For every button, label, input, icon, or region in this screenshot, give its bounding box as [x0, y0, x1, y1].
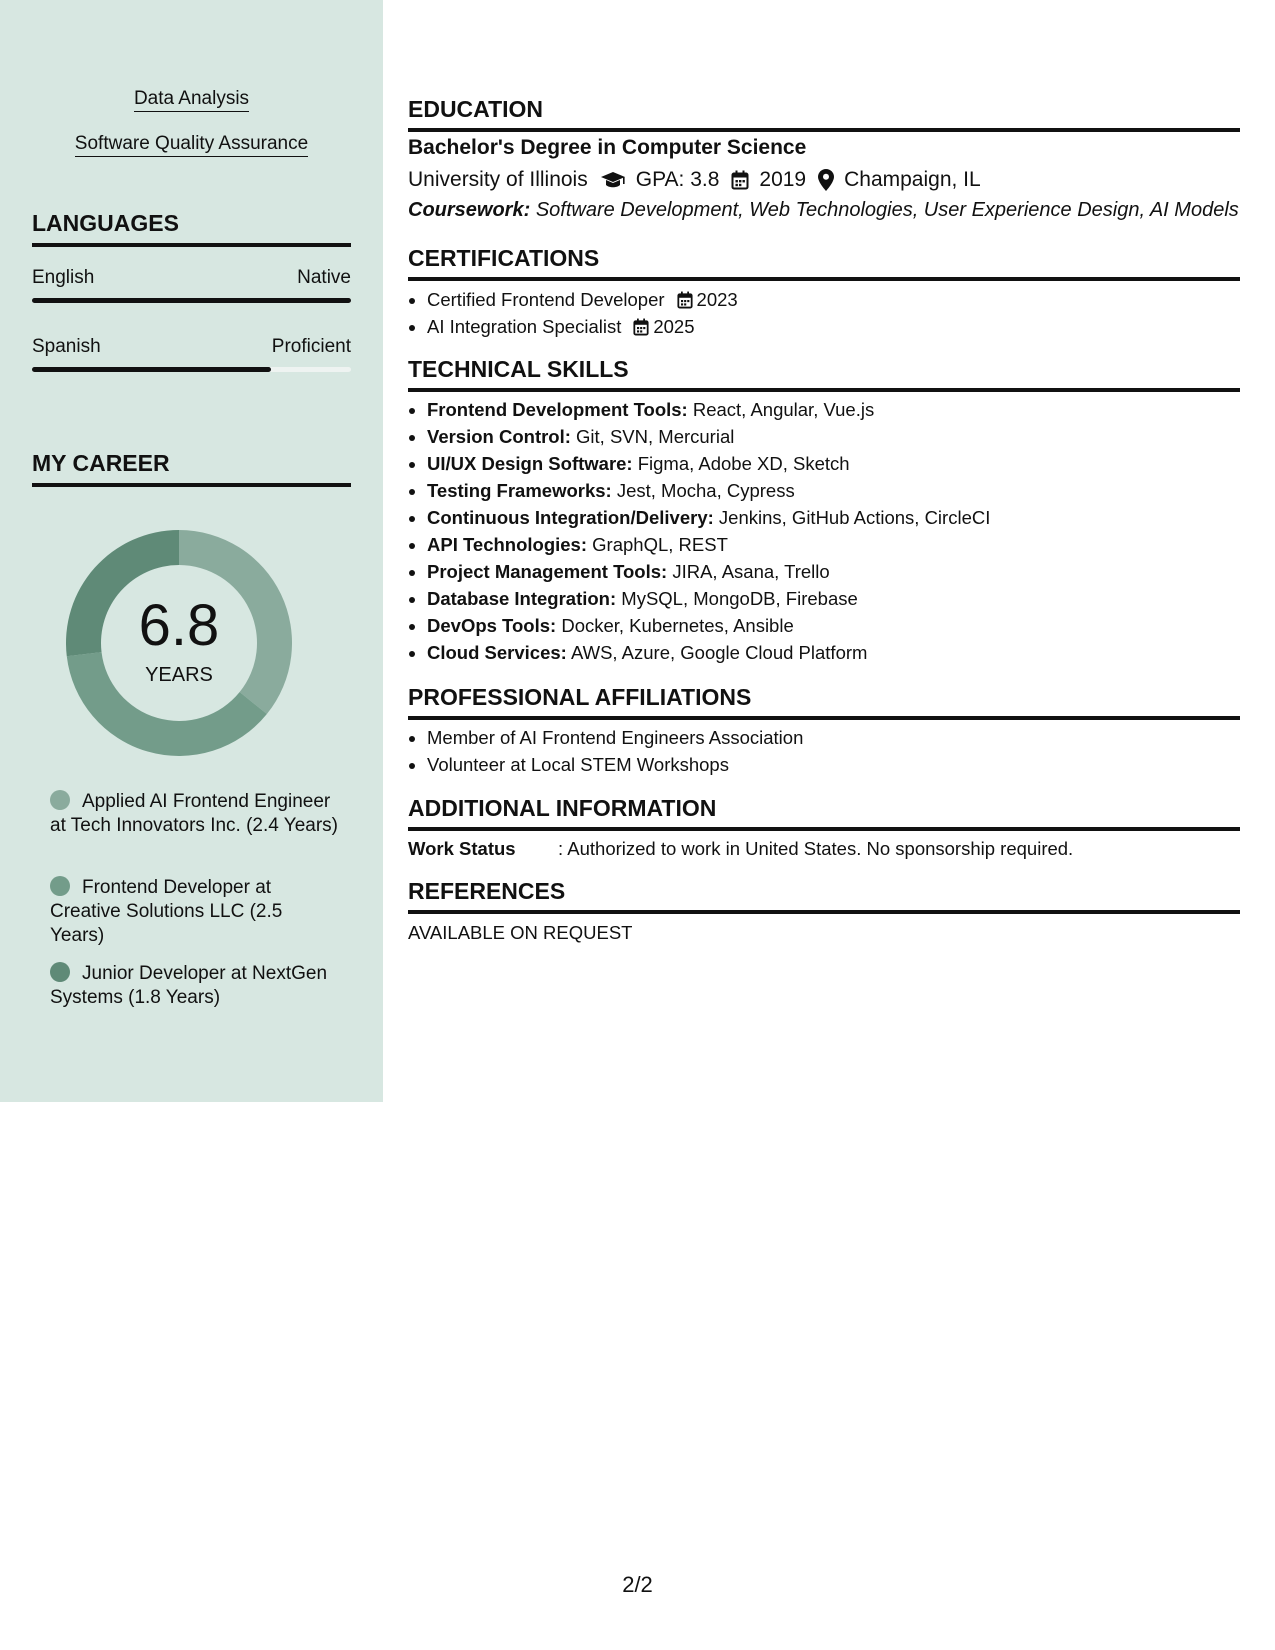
- degree-title: Bachelor's Degree in Computer Science: [408, 136, 807, 159]
- list-item: • Frontend Development Tools: React, Angular, Vue.js: [427, 396, 990, 423]
- calendar-icon: [677, 291, 693, 309]
- legend-dot-icon: [50, 962, 70, 982]
- affiliations-heading: PROFESSIONAL AFFILIATIONS: [408, 684, 1240, 720]
- language-bar-fill: [32, 367, 271, 372]
- language-bar: [32, 298, 351, 303]
- list-item: • Volunteer at Local STEM Workshops: [427, 751, 803, 778]
- list-item: • Continuous Integration/Delivery: Jenkins, GitHub Actions, CircleCI: [427, 504, 990, 531]
- certification-year: 2025: [653, 316, 695, 337]
- coursework: [408, 199, 1239, 222]
- list-item: • UI/UX Design Software: Figma, Adobe XD, Sketch: [427, 450, 990, 477]
- references-text: AVAILABLE ON REQUEST: [408, 922, 633, 943]
- list-item: • DevOps Tools: Docker, Kubernetes, Ansible: [427, 612, 990, 639]
- career-donut: [66, 530, 292, 756]
- location: Champaign, IL: [844, 168, 981, 191]
- career-item: Junior Developer at NextGen Systems (1.8 Years): [50, 963, 328, 1008]
- skill-tag: Data Analysis: [0, 88, 383, 110]
- work-status-label: Work Status: [408, 838, 516, 859]
- legend-dot-icon: [50, 876, 70, 896]
- language-level: Proficient: [271, 336, 351, 357]
- references-heading: REFERENCES: [408, 878, 1240, 914]
- list-item: • Cloud Services: AWS, Azure, Google Cloud Platform: [427, 639, 990, 666]
- certifications-list: [408, 286, 738, 340]
- page-number: 2/2: [622, 1572, 653, 1597]
- calendar-icon: [633, 318, 649, 336]
- list-item: • API Technologies: GraphQL, REST: [427, 531, 990, 558]
- career-item: Frontend Developer at Creative Solutions LLC (2.5 Years): [50, 877, 283, 946]
- affiliations-list: [408, 724, 803, 778]
- education-heading: EDUCATION: [408, 96, 1240, 132]
- graduation-year: 2019: [759, 168, 807, 191]
- career-total-unit: YEARS: [145, 664, 213, 686]
- certification-year: 2023: [696, 289, 738, 310]
- career-total-years: 6.8: [138, 593, 220, 658]
- graduation-cap-icon: [600, 171, 626, 189]
- technical-skills-list: [408, 396, 990, 666]
- map-pin-icon: [818, 169, 834, 191]
- language-row: [32, 267, 351, 289]
- skill-tag: Software Quality Assurance: [0, 133, 383, 155]
- certifications-heading: CERTIFICATIONS: [408, 245, 1240, 281]
- career-heading: MY CAREER: [32, 450, 351, 487]
- list-item: • Database Integration: MySQL, MongoDB, Firebase: [427, 585, 990, 612]
- list-item: [427, 313, 738, 340]
- list-item: • Version Control: Git, SVN, Mercurial: [427, 423, 990, 450]
- list-item: • Project Management Tools: JIRA, Asana, Trello: [427, 558, 990, 585]
- career-item: Applied AI Frontend Engineer at Tech Innovators Inc. (2.4 Years): [50, 791, 338, 836]
- coursework-label: Coursework:: [408, 199, 531, 221]
- language-name: Spanish: [32, 336, 101, 357]
- language-level: Native: [297, 267, 351, 288]
- certification-name: • AI Integration Specialist: [427, 316, 622, 337]
- language-bar: [32, 367, 351, 372]
- additional-info-heading: ADDITIONAL INFORMATION: [408, 795, 1240, 831]
- calendar-icon: [731, 170, 749, 190]
- gpa: GPA: 3.8: [635, 168, 720, 191]
- education-details: [408, 168, 981, 192]
- languages-heading: LANGUAGES: [32, 210, 351, 247]
- list-item: • Member of AI Frontend Engineers Association: [427, 724, 803, 751]
- sidebar: [0, 0, 383, 1102]
- language-bar-fill: [32, 298, 351, 303]
- coursework-list: Software Development, Web Technologies, User Experience Design, AI Models: [535, 199, 1239, 221]
- work-status-value: : Authorized to work in United States. No sponsorship required.: [558, 838, 1074, 859]
- list-item: • Testing Frameworks: Jest, Mocha, Cypress: [427, 477, 990, 504]
- language-name: English: [32, 267, 95, 288]
- certification-name: • Certified Frontend Developer: [427, 289, 665, 310]
- work-status-row: [408, 838, 1073, 860]
- list-item: [427, 286, 738, 313]
- technical-skills-heading: TECHNICAL SKILLS: [408, 356, 1240, 392]
- school-name: University of Illinois: [408, 168, 588, 191]
- language-row: [32, 336, 351, 358]
- legend-dot-icon: [50, 790, 70, 810]
